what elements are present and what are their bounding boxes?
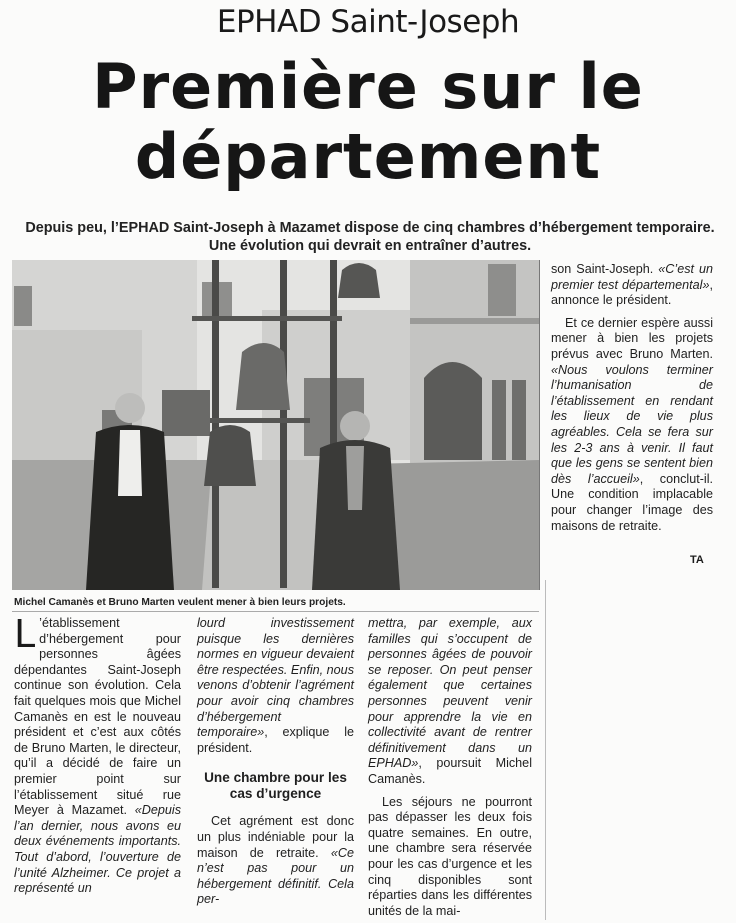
photo-illustration: [12, 260, 539, 590]
right-p2-text-end: , conclut-il. Une condition implacable pour changer l’image des maisons de retraite.: [551, 471, 713, 533]
col2-p2-text: Cet agrément est donc un plus indéniable pour la maison de retraite.: [197, 814, 354, 860]
standfirst: [20, 219, 720, 255]
right-p1-quote: «C’est un premier test départemental»: [551, 262, 713, 292]
col2-paragraph-1: [197, 616, 354, 756]
col2-p2-quote: «Ce n’est pas pour un hébergement définitif. Cela per-: [197, 845, 354, 907]
col2-paragraph-2: [197, 814, 354, 908]
photo-caption: Michel Camanès et Bruno Marten veulent mener à bien leurs projets.: [14, 597, 346, 608]
col3-quote: mettra, par exemple, aux familles qui s’occupent de personnes âgées de pouvoir se reposer. On peut penser également que certaines personnes peuvent venir pour apprendre la vie en collectivité avant de rentrer définitivement dans un EPHAD»: [368, 616, 532, 771]
article-photo: [12, 260, 540, 590]
col2-quote: lourd investissement puisque les dernières normes en vigueur devaient être respectées. Enfin, nous venons d’obtenir l’agrément pour avoir cinq chambres d’hébergement temporaire»: [197, 616, 354, 740]
column-divider: [545, 580, 546, 920]
body-column-2: [197, 616, 354, 908]
right-p1-text: son Saint-Joseph.: [551, 262, 659, 276]
headline-line-1: Première sur le: [92, 50, 644, 123]
right-p1-text-end: , annonce le président.: [551, 277, 713, 308]
col1-paragraph: [14, 612, 181, 897]
col1-quote: «Depuis l’an dernier, nous avons eu deux événements importants. Tout d’abord, l’ouverture de l’unité Alzheimer. Ce projet a représenté un: [14, 803, 181, 896]
subheading: Une chambre pour les cas d’urgence: [204, 770, 347, 802]
author-signature: TA: [690, 554, 704, 566]
right-paragraph-2: [551, 316, 713, 534]
right-paragraph-1: [551, 262, 713, 309]
right-p2-quote: «Nous voulons terminer l’humanisation de l’établissement en rendant les lieux de vie plus agréables. Cela se fera sur les 2-3 ans à venir. Il faut que les gens se sentent bien dès l’accueil»: [551, 362, 713, 486]
col3-paragraph-1: [368, 616, 532, 788]
col3-paragraph-2: Les séjours ne pourront pas dépasser les deux fois quatre semaines. En outre, une chambre sera réservée pour les cas d’urgence et les cinq disponibles sont réparties dans les différentes unités de la mai-: [368, 794, 532, 918]
col3-text: , poursuit Michel Camanès.: [368, 756, 532, 786]
caption-divider: [12, 611, 539, 612]
kicker: EPHAD Saint-Joseph: [216, 4, 520, 40]
right-p2-text: Et ce dernier espère aussi mener à bien les projets prévus avec Bruno Marten.: [551, 315, 713, 361]
body-column-1: [14, 612, 181, 897]
col2-text: , explique le président.: [197, 725, 354, 755]
drop-cap: L: [14, 612, 36, 656]
body-column-3: [368, 616, 532, 919]
headline-line-2: département: [134, 120, 602, 193]
col1-text: ’établissement d’hébergement pour personnes âgées dépendantes Saint-Joseph continue son évolution. Cela fait quelques mois que Michel Camanès en est le nouveau président et c’est aux côtés de Bruno Marten, le directeur, qu’il a décidé de faire un premier point sur l’établissement situé rue Meyer à Mazamet.: [14, 616, 181, 818]
right-column: [551, 262, 713, 534]
standfirst-line-1: Depuis peu, l’EPHAD Saint-Joseph à Mazamet dispose de cinq chambres d’hébergement temporaire.: [25, 220, 715, 236]
standfirst-line-2: Une évolution qui devrait en entraîner d’autres.: [208, 238, 532, 254]
headline: [60, 52, 676, 192]
